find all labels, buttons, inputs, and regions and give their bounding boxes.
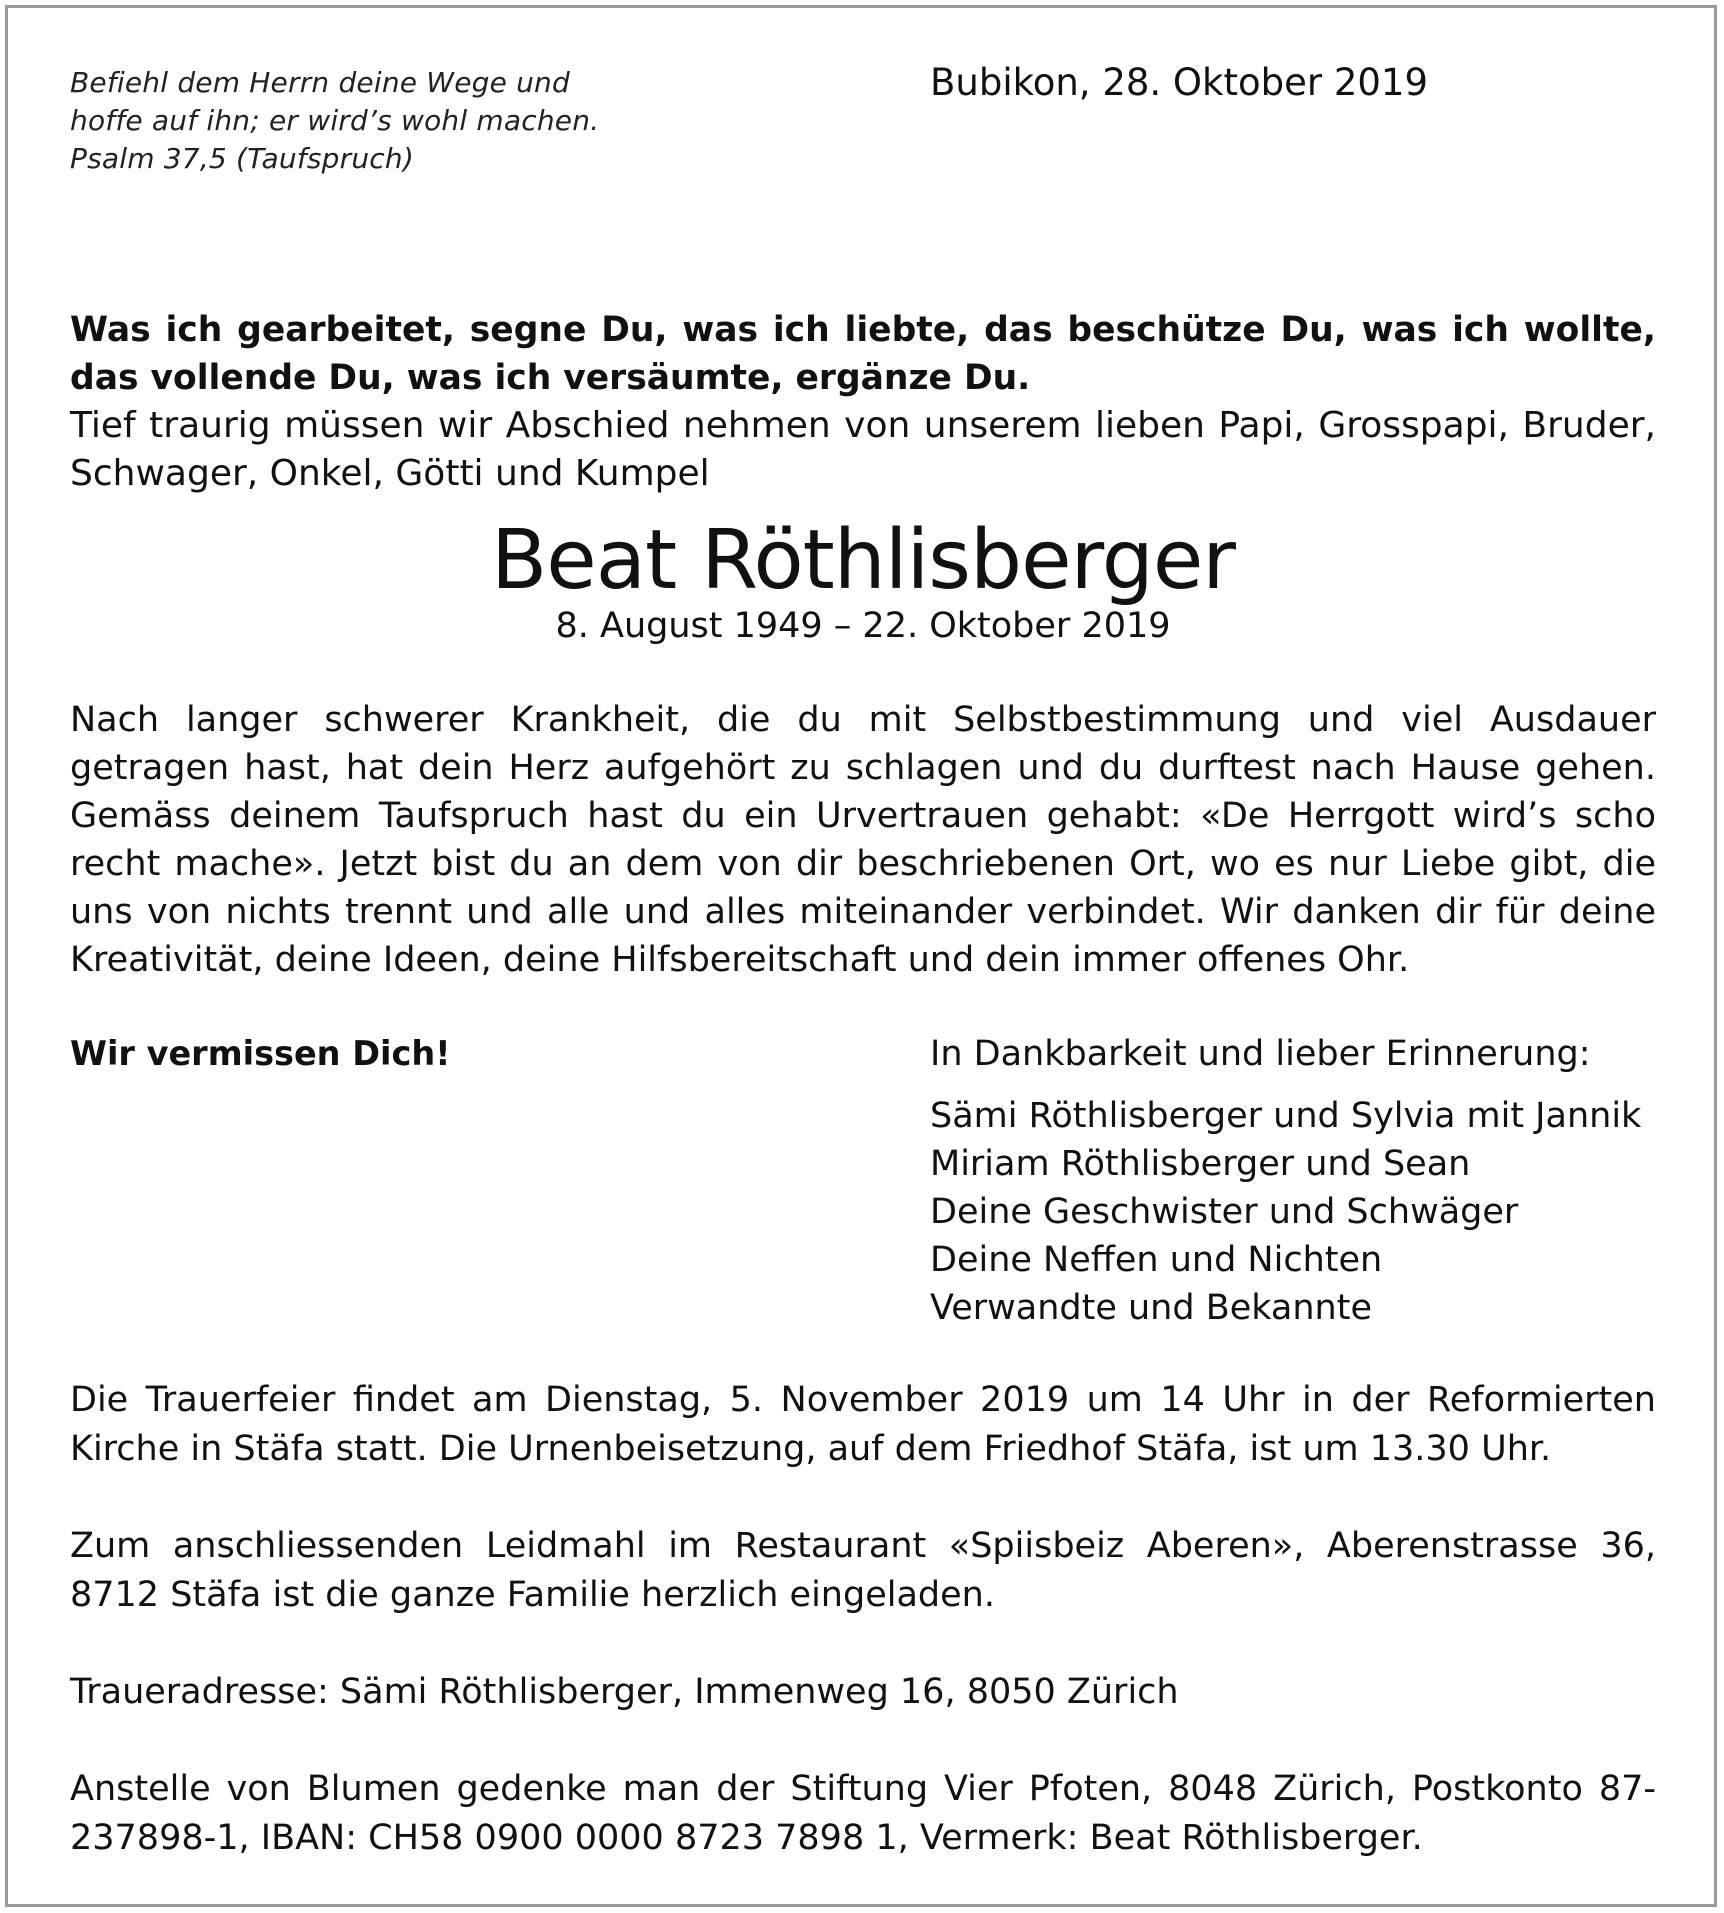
mourner-line: Sämi Röthlisberger und Sylvia mit Jannik xyxy=(930,1096,1642,1136)
verse-reference: Psalm 37,5 (Taufspruch) xyxy=(70,142,414,175)
verse-line: Befiehl dem Herrn deine Wege und xyxy=(70,66,570,99)
mourner-line: Miriam Röthlisberger und Sean xyxy=(930,1144,1471,1184)
place-and-date: Bubikon, 28. Oktober 2019 xyxy=(930,61,1429,104)
mourners-block xyxy=(930,1030,1656,1332)
prayer-text: Was ich gearbeitet, segne Du, was ich liebte, das beschütze Du, was ich wollte, das vollende Du, was ich versäumte, ergänze Du. xyxy=(70,310,1656,398)
deceased-name: Beat Röthlisberger xyxy=(490,513,1236,608)
donation-info: Anstelle von Blumen gedenke man der Stiftung Vier Pfoten, 8048 Zürich, Postkonto 87-237898-1, IBAN: CH58 0900 0000 8723 7898 1, Vermerk: Beat Röthlisberger. xyxy=(70,1769,1656,1858)
mourner-line: Verwandte und Bekannte xyxy=(930,1288,1372,1328)
mourner-line: Deine Geschwister und Schwäger xyxy=(930,1192,1519,1232)
funeral-meal-info: Zum anschliessenden Leidmahl im Restaurant «Spiisbeiz Aberen», Aberenstrasse 36, 8712 Stäfa ist die ganze Familie herzlich eingeladen. xyxy=(70,1526,1656,1615)
verse-line: hoffe auf ihn; er wird’s wohl machen. xyxy=(70,104,600,137)
intro-text: Tief traurig müssen wir Abschied nehmen von unserem lieben Papi, Grosspapi, Bruder, Schwager, Onkel, Götti und Kumpel xyxy=(70,405,1656,494)
mourner-line: Deine Neffen und Nichten xyxy=(930,1240,1383,1280)
funeral-service-info: Die Trauerfeier findet am Dienstag, 5. November 2019 um 14 Uhr in der Reformierten Kirche in Stäfa statt. Die Urnenbeisetzung, auf dem Friedhof Stäfa, ist um 13.30 Uhr. xyxy=(70,1380,1656,1469)
mourning-address: Traueradresse: Sämi Röthlisberger, Immenweg 16, 8050 Zürich xyxy=(70,1672,1179,1712)
baptism-verse xyxy=(70,64,599,178)
gratitude-heading: In Dankbarkeit und lieber Erinnerung: xyxy=(930,1034,1591,1074)
life-dates: 8. August 1949 – 22. Oktober 2019 xyxy=(555,606,1171,646)
header-row xyxy=(70,61,1656,208)
we-miss-you: Wir vermissen Dich! xyxy=(70,1034,451,1073)
closing-section xyxy=(70,1030,1656,1332)
farewell-text: Nach langer schwerer Krankheit, die du mit Selbstbestimmung und viel Ausdauer getragen hast, hat dein Herz aufgehört zu schlagen und du durftest nach Hause gehen. Gemäss deinem Taufspruch hast du ein Urvertrauen gehabt: «De Herrgott wird’s scho recht mache». Jetzt bist du an dem von dir beschriebenen Ort, wo es nur Liebe gibt, die uns von nichts trennt und alle und alles miteinander verbindet. Wir danken dir für deine Kreativität, deine Ideen, deine Hilfsbereitschaft und dein immer offenes Ohr. xyxy=(70,700,1656,980)
mourners-list xyxy=(930,1092,1656,1332)
obituary-notice xyxy=(70,61,1656,1863)
